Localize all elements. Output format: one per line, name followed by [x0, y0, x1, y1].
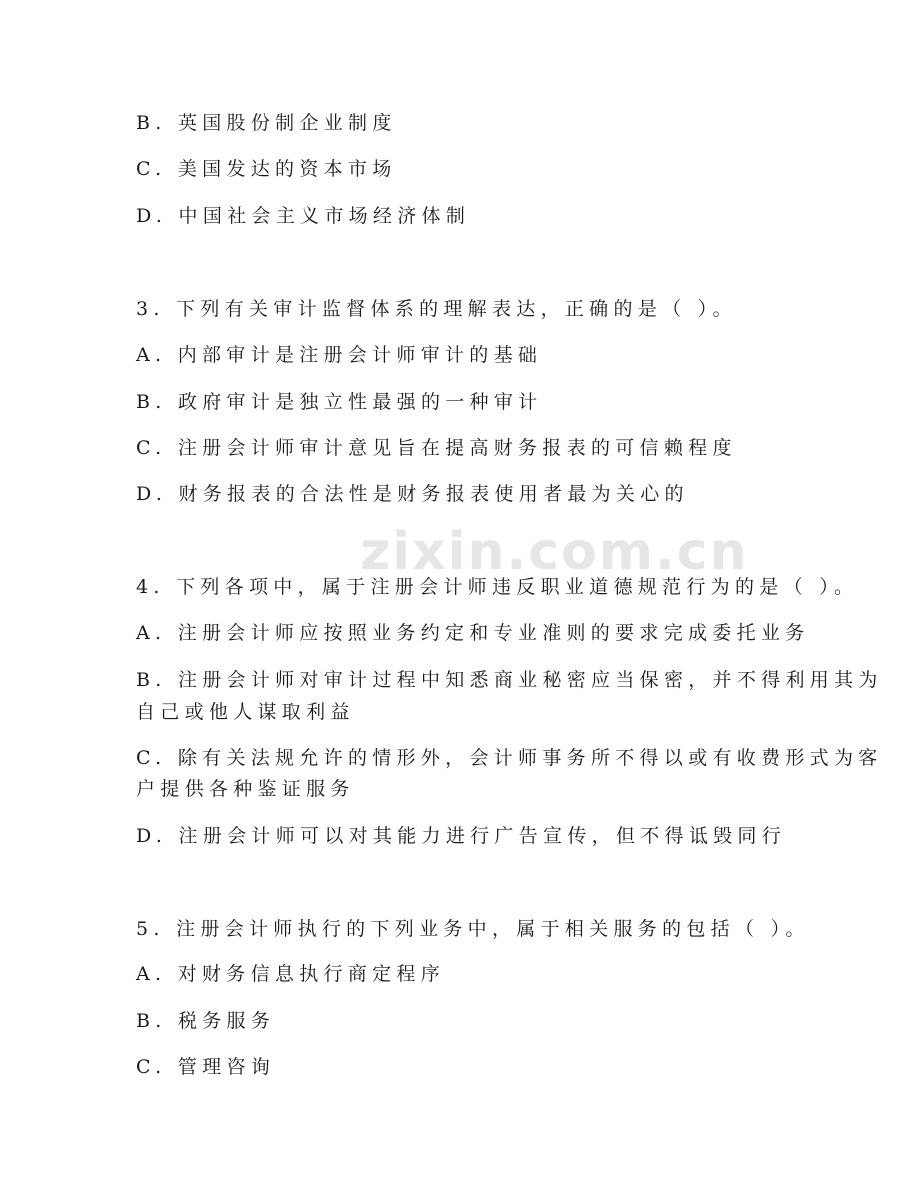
- option-5c: C. 管理咨询: [136, 1056, 276, 1078]
- option-2b: B. 英国股份制企业制度: [136, 112, 397, 134]
- option-5a: A. 对财务信息执行商定程序: [136, 963, 446, 985]
- question-5: 5. 注册会计师执行的下列业务中，属于相关服务的包括（ ）。: [136, 918, 810, 940]
- option-2c: C. 美国发达的资本市场: [136, 158, 397, 180]
- watermark: zixin.com.cn: [360, 522, 749, 582]
- option-4b-line-2: 自己或他人谋取利益: [136, 701, 355, 723]
- option-4c-line-2: 户提供各种鉴证服务: [136, 778, 355, 800]
- option-2d: D. 中国社会主义市场经济体制: [136, 205, 471, 227]
- option-3d: D. 财务报表的合法性是财务报表使用者最为关心的: [136, 483, 689, 505]
- question-3: 3. 下列有关审计监督体系的理解表达，正确的是（ ）。: [136, 298, 737, 320]
- question-4: 4. 下列各项中，属于注册会计师违反职业道德规范行为的是（ ）。: [136, 576, 859, 598]
- option-3c: C. 注册会计师审计意见旨在提高财务报表的可信赖程度: [136, 437, 737, 459]
- option-4d: D. 注册会计师可以对其能力进行广告宣传，但不得诋毁同行: [136, 825, 787, 847]
- option-5b: B. 税务服务: [136, 1010, 276, 1032]
- option-3b: B. 政府审计是独立性最强的一种审计: [136, 391, 543, 413]
- option-4c-line-1: C. 除有关法规允许的情形外，会计师事务所不得以或有收费形式为客: [136, 747, 883, 769]
- option-4b-line-1: B. 注册会计师对审计过程中知悉商业秘密应当保密，并不得利用其为: [136, 669, 883, 691]
- option-4a: A. 注册会计师应按照业务约定和专业准则的要求完成委托业务: [136, 622, 810, 644]
- option-3a: A. 内部审计是注册会计师审计的基础: [136, 344, 543, 366]
